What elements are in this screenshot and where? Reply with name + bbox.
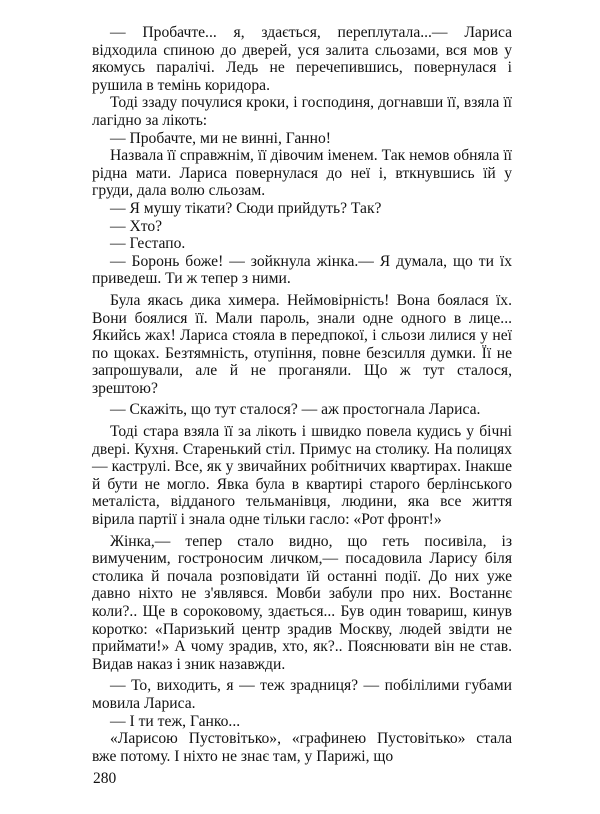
paragraph: — Хто?: [110, 217, 163, 235]
paragraph: — То, виходить, я — теж зрадниця? — побілілими губами мовила Лариса.: [92, 677, 512, 712]
paragraph: — Гестапо.: [110, 235, 186, 253]
paragraph: — Пробачте... я, здається, переплутала...— Лариса відходила спиною до дверей, уся залита сльозами, вся мов у якомусь паралічі. Ледь не перечепившись, повернулася і рушила в темінь коридора.: [92, 24, 512, 94]
paragraph: «Ларисою Пустовітько», «графинею Пустовітько» стала вже потому. І ніхто не знає там, у Парижі, що: [92, 730, 512, 765]
paragraph: Тоді ззаду почулися кроки, і господиня, догнавши її, взяла її лагідно за лікоть:: [92, 94, 512, 129]
paragraph: — Скажіть, що тут сталося? — аж простогнала Лариса.: [110, 401, 481, 419]
paragraph: — І ти теж, Ганко...: [110, 712, 241, 730]
paragraph: — Я мушу тікати? Сюди прийдуть? Так?: [110, 199, 382, 217]
paragraph: — Пробачте, ми не винні, Ганно!: [110, 129, 331, 147]
body-text: [92, 24, 512, 765]
paragraph: Назвала її справжнім, її дівочим іменем. Так немов обняла її рідна мати. Лариса повернулася до неї і, вткнувшись їй у груди, дала волю сльозам.: [92, 147, 512, 200]
paragraph: Жінка,— тепер стало видно, що геть посивіла, із вимученим, гостроносим личком,— посадовила Ларису біля столика й почала розповідати їй останні події. До них уже давно ніхто не з'являвся. Мовби забули про них. Востаннє коли?.. Ще в сороковому, здається... Був один товариш, кинув коротко: «Паризький центр зрадив Москву, людей звідти не приймати!» А чому зрадив, хто, як?.. Пояснювати він не став. Видав наказ і зник назавжди.: [92, 532, 512, 673]
paragraph: — Боронь боже! — зойкнула жінка.— Я думала, що ти їх приведеш. Ти ж тепер з ними.: [92, 252, 512, 288]
paragraph: Тоді стара взяла її за лікоть і швидко повела кудись у бічні двері. Кухня. Старенький стіл. Примус на столику. На полицях — каструлі. Все, як у звичайних робітничих квартирах. Інакше й бути не могло. Явка була в квартирі старого берлінського металіста, відданого тельманівця, людини, яка все життя вірила партії і знала одне тільки гасло: «Рот фронт!»: [92, 423, 512, 529]
page-number: 280: [93, 770, 117, 787]
paragraph: Була якась дика химера. Неймовірність! Вона боялася їх. Вони боялися її. Мали пароль, знали одне одного в лице... Якийсь жах! Лариса стояла в передпокої, і сльози лилися у неї по щоках. Безтямність, отупіння, повне безсилля думки. Її не запрошували, але й не проганяли. Що ж тут сталося, зрештою?: [92, 291, 512, 397]
